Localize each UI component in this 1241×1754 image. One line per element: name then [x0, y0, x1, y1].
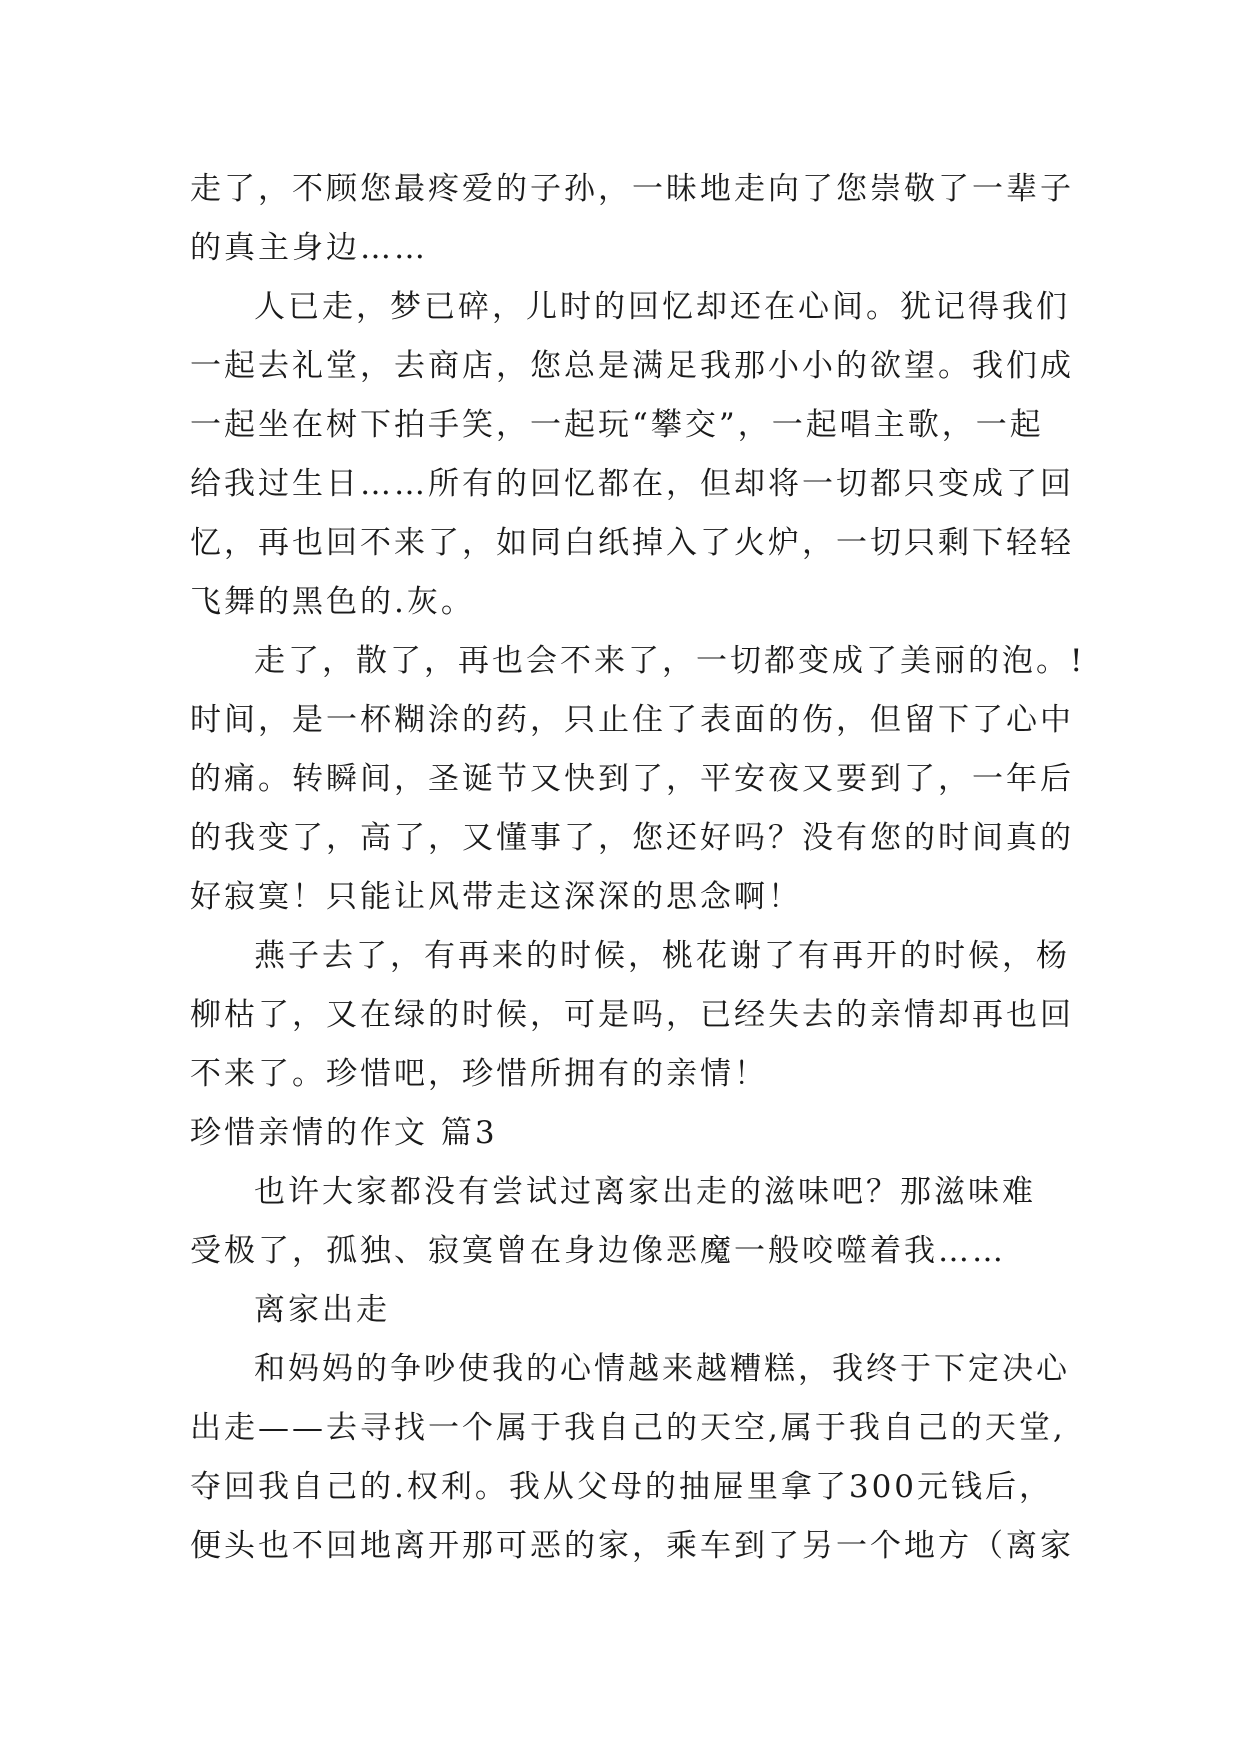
text-line: 时间，是一杯糊涂的药，只止住了表面的伤，但留下了心中: [190, 702, 1074, 738]
text-line: 走了，不顾您最疼爱的子孙，一昧地走向了您崇敬了一辈子: [190, 171, 1074, 207]
paragraph-start-line: 走了，散了，再也会不来了，一切都变成了美丽的泡。!: [254, 643, 1086, 679]
text-line: 不来了。珍惜吧，珍惜所拥有的亲情！: [190, 1056, 768, 1092]
text-line: 好寂寞！只能让风带走这深深的思念啊！: [190, 879, 802, 915]
essay-body: [190, 160, 1086, 1576]
text-line: 忆，再也回不来了，如同白纸掉入了火炉，一切只剩下轻轻: [190, 525, 1074, 561]
paragraph-start-line: 和妈妈的争吵使我的心情越来越糟糕，我终于下定决心: [254, 1351, 1070, 1387]
paragraph-start-line: 燕子去了，有再来的时候，桃花谢了有再开的时候，杨: [254, 938, 1070, 974]
text-line: 受极了，孤独、寂寞曾在身边像恶魔一般咬噬着我……: [190, 1233, 1006, 1269]
text-line: 一起去礼堂，去商店，您总是满足我那小小的欲望。我们成: [190, 348, 1074, 384]
subheading-line: 离家出走: [254, 1292, 390, 1328]
text-line: 给我过生日……所有的回忆都在，但却将一切都只变成了回: [190, 466, 1074, 502]
text-line: 出走——去寻找一个属于我自己的天空,属于我自己的天堂,: [190, 1410, 1066, 1446]
text-line: 一起坐在树下拍手笑，一起玩“攀交”，一起唱主歌，一起: [190, 407, 1044, 443]
text-line: 的真主身边……: [190, 230, 428, 266]
paragraph-start-line: 也许大家都没有尝试过离家出走的滋味吧？那滋味难: [254, 1174, 1036, 1210]
text-line: 的痛。转瞬间，圣诞节又快到了，平安夜又要到了，一年后: [190, 761, 1074, 797]
text-line: 的我变了，高了，又懂事了，您还好吗？没有您的时间真的: [190, 820, 1074, 856]
text-line: 夺回我自己的.权利。我从父母的抽屉里拿了300元钱后，: [190, 1469, 1054, 1505]
text-line: 便头也不回地离开那可恶的家，乘车到了另一个地方（离家: [190, 1528, 1074, 1564]
text-line: 柳枯了，又在绿的时候，可是吗，已经失去的亲情却再也回: [190, 997, 1074, 1033]
section-heading: 珍惜亲情的作文 篇3: [190, 1115, 498, 1151]
text-line: 飞舞的黑色的.灰。: [190, 584, 475, 620]
paragraph-start-line: 人已走，梦已碎，儿时的回忆却还在心间。犹记得我们: [254, 289, 1070, 325]
